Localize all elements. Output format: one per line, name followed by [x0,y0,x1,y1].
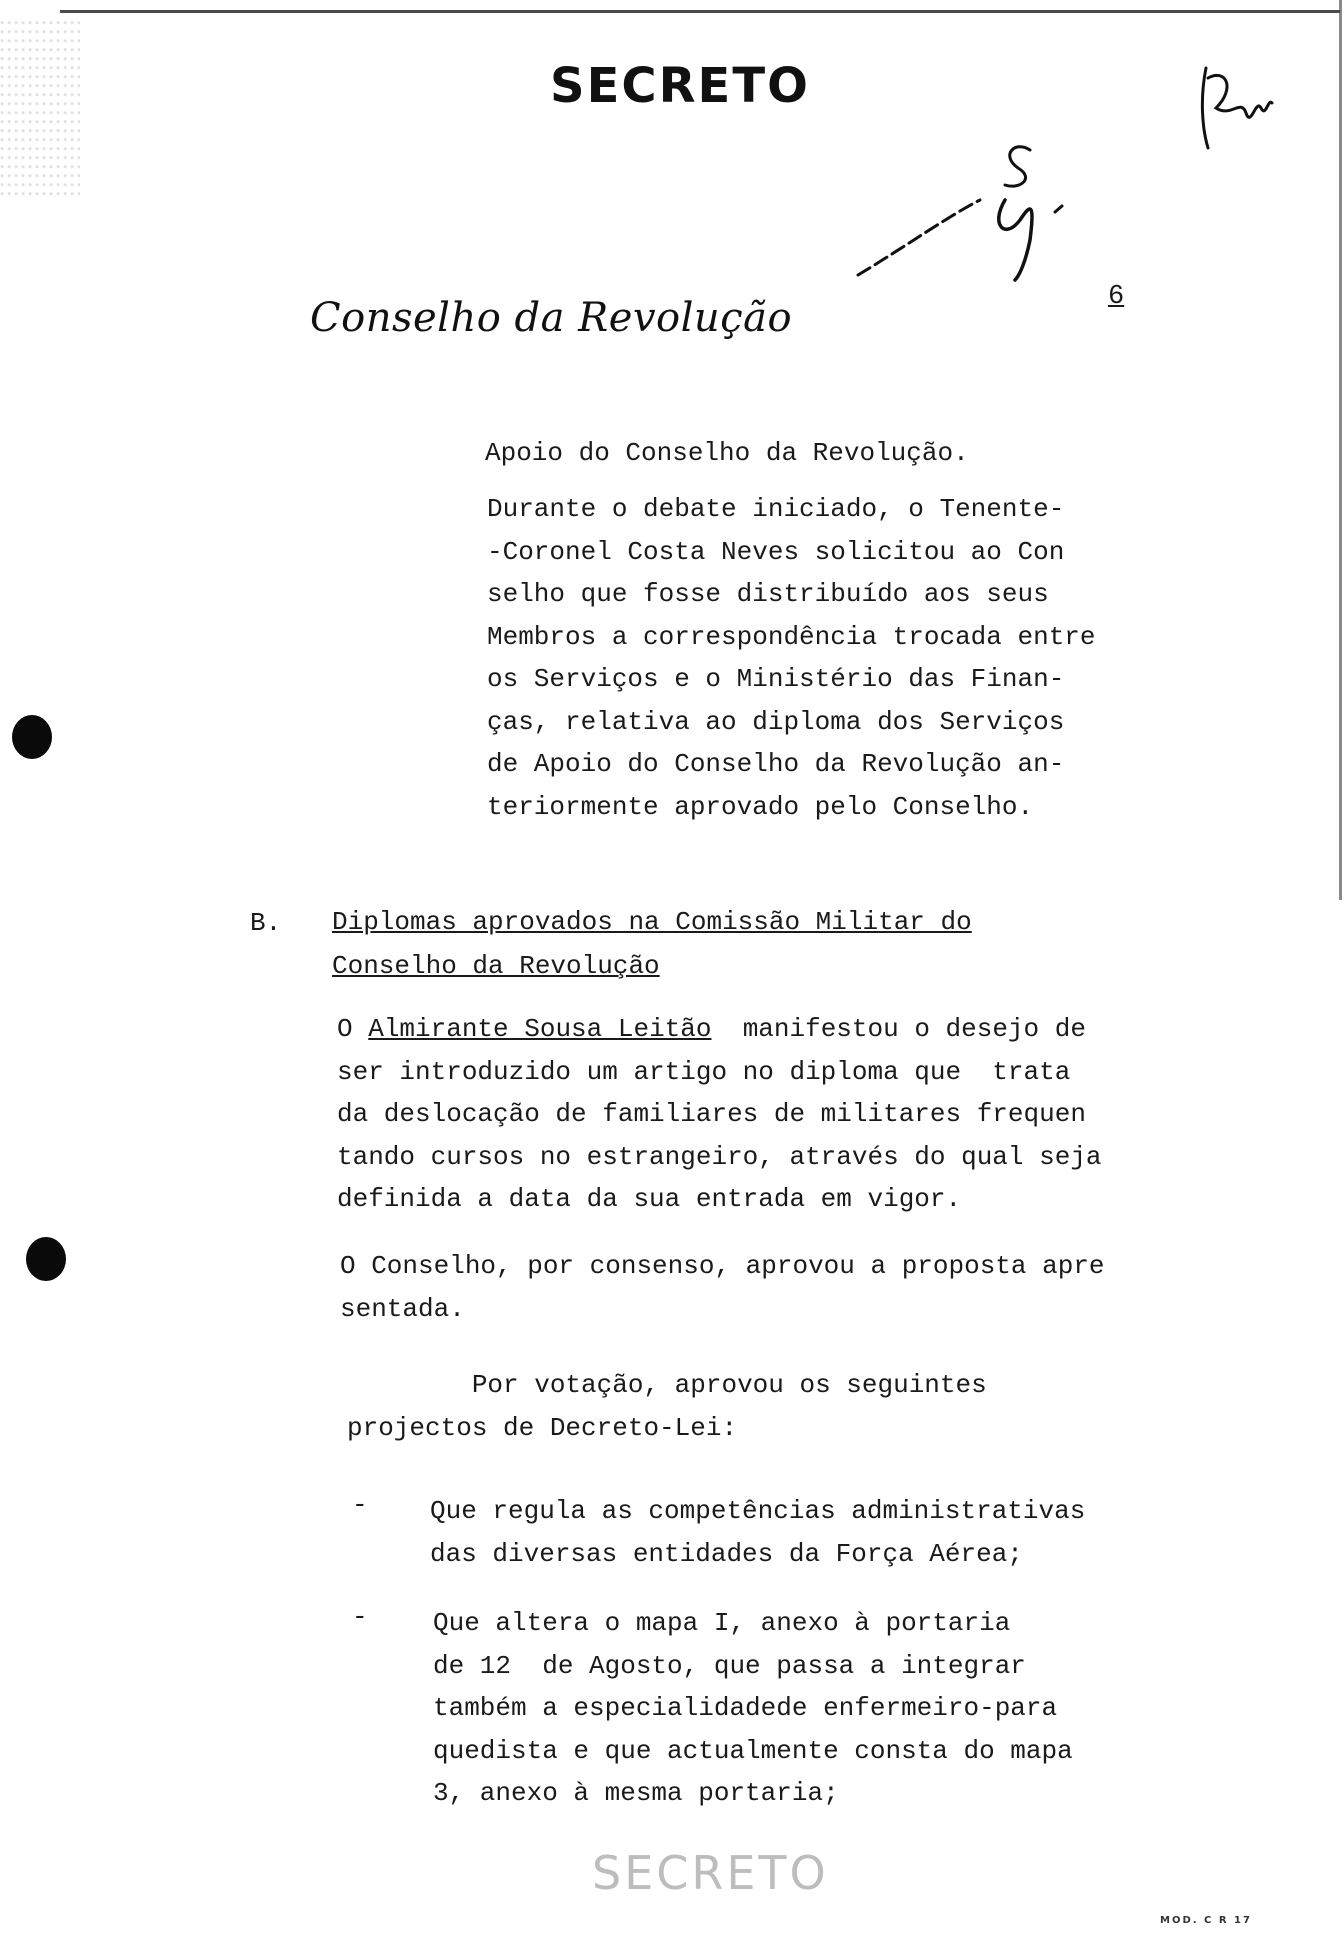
punch-hole-upper [12,715,52,759]
list-item: Que regula as competências administrativas das diversas entidades da Força Aérea; [430,1496,1086,1569]
scan-speckle [0,20,80,200]
form-reference: MOD. C R 17 [1160,1915,1252,1926]
list-dash: - [352,1490,368,1520]
handwritten-initials [1196,58,1276,158]
section-title: Diplomas aprovados na Comissão Militar do Conselho da Revolução [332,907,972,981]
paragraph-votacao: Por votação, aprovou os seguintes projectos de Decreto-Lei: [347,1370,987,1443]
paragraph-conselho: O Conselho, por consenso, aprovou a proposta apre sentada. [340,1251,1105,1324]
punch-hole-lower [26,1237,66,1281]
classification-footer: SECRETO [592,1846,829,1900]
section-letter: B. [250,908,282,938]
letterhead: Conselho da Revolução [310,295,793,341]
list-dash: - [352,1602,368,1632]
classification-header: SECRETO [550,58,810,114]
paragraph-apoio: Apoio do Conselho da Revolução. [485,438,969,468]
paragraph-durante: Durante o debate iniciado, o Tenente- -Coronel Costa Neves solicitou ao Con selho que fosse distribuído aos seus Membros a correspondência trocada entre os Serviços e o Ministério das Finan- ças, relativa ao diploma dos Serviços de Apoio do Conselho da Revolução an- teriormente aprovado pelo Conselho. [487,494,1096,822]
almirante-name: Almirante Sousa Leitão [368,1014,712,1044]
list-item: Que altera o mapa I, anexo à portaria de 12 de Agosto, que passa a integrar também a especialidadede enfermeiro-para quedista e que actualmente consta do mapa 3, anexo à mesma portaria; [433,1608,1073,1808]
scan-top-edge [60,10,1340,13]
scan-right-edge [1339,0,1342,900]
handwritten-signature [840,130,1090,300]
paragraph-almirante: O Almirante Sousa Leitão manifestou o desejo de ser introduzido um artigo no diploma que trata da deslocação de familiares de militares frequen tando cursos no estrangeiro, através do qual seja definida a data da sua entrada em vigor. [337,1014,1102,1214]
page-number: 6 [1108,282,1125,312]
